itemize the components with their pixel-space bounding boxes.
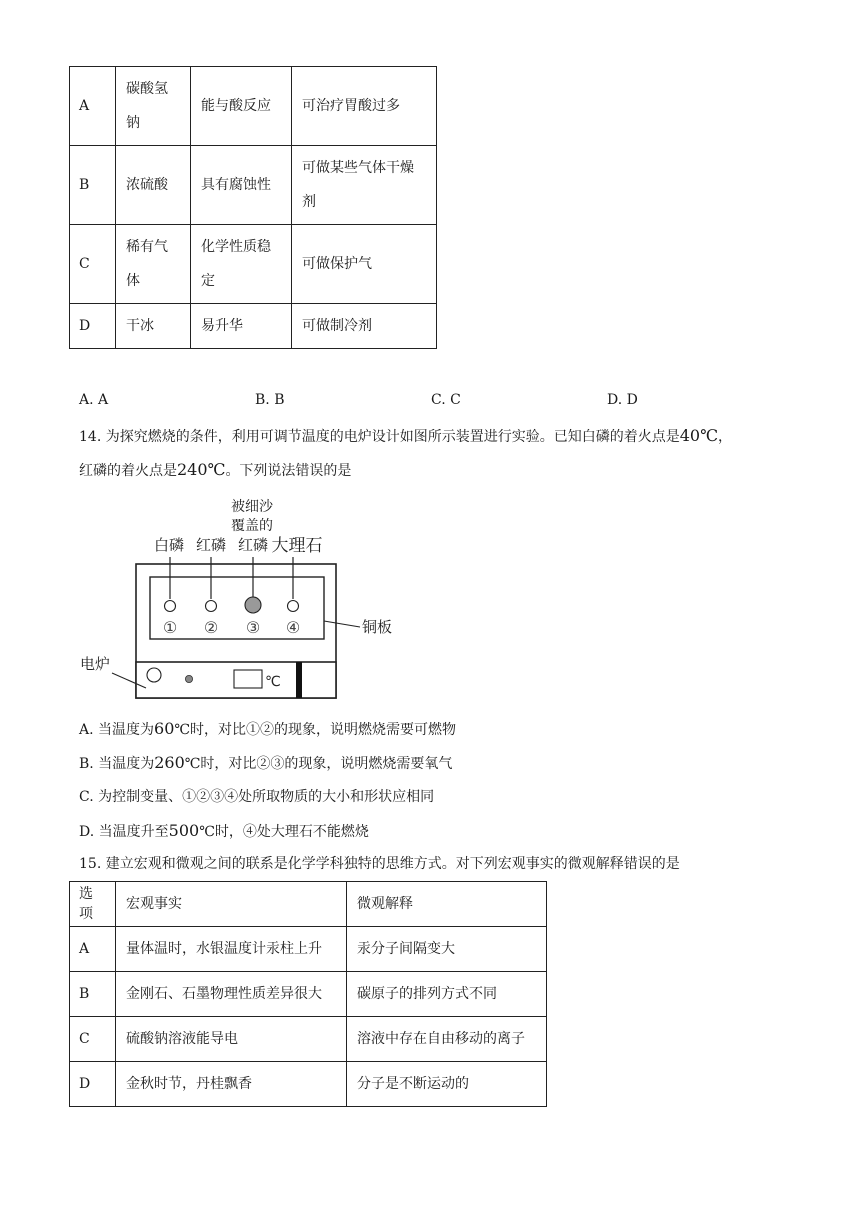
label-white-phosphorus: 白磷 (153, 536, 185, 554)
option-cell: B (70, 972, 116, 1017)
option-cell: D (70, 304, 116, 349)
sample-covered-red-phosphorus (245, 597, 261, 613)
label-red-phosphorus-1: 红磷 (195, 536, 227, 554)
q15-stem: 15. 建立宏观和微观之间的联系是化学学科独特的思维方式。对下列宏观事实的微观解释错误的是 (79, 856, 680, 872)
q13-options (79, 392, 779, 414)
q14-option-c[interactable]: C. 为控制变量、①②③④处所取物质的大小和形状应相同 (79, 789, 435, 805)
q13-option-a[interactable]: A. A (79, 392, 109, 408)
use-cell: 可做某些气体干燥 剂 (292, 146, 437, 225)
option-cell: B (70, 146, 116, 225)
macro-fact-cell: 金刚石、石墨物理性质差异很大 (116, 972, 347, 1017)
option-cell: C (70, 225, 116, 304)
label-electric-furnace: 电炉 (80, 655, 111, 673)
combustion-apparatus-figure (78, 495, 398, 705)
table-row (70, 146, 437, 225)
use-cell: 可治疗胃酸过多 (292, 67, 437, 146)
macro-fact-cell: 金秋时节，丹桂飘香 (116, 1062, 347, 1107)
q13-option-b[interactable]: B. B (255, 392, 285, 408)
temperature-unit: ℃ (265, 674, 281, 690)
property-cell: 具有腐蚀性 (191, 146, 292, 225)
option-cell: D (70, 1062, 116, 1107)
table-row (70, 225, 437, 304)
sample-red-phosphorus (206, 601, 217, 612)
header-micro-explanation: 微观解释 (347, 882, 547, 927)
micro-explanation-cell: 溶液中存在自由移动的离子 (347, 1017, 547, 1062)
q13-option-d[interactable]: D. D (607, 392, 638, 408)
q14-option-b[interactable]: B. 当温度为260℃时，对比②③的现象，说明燃烧需要氧气 (79, 753, 453, 772)
option-cell: A (70, 67, 116, 146)
property-cell: 化学性质稳 定 (191, 225, 292, 304)
table-header-row (70, 882, 547, 927)
q13-option-c[interactable]: C. C (431, 392, 461, 408)
use-cell: 可做保护气 (292, 225, 437, 304)
substance-property-table (69, 66, 437, 349)
sample-white-phosphorus (165, 601, 176, 612)
label-sand-covered-line1: 被细沙 (231, 499, 273, 515)
use-cell: 可做制冷剂 (292, 304, 437, 349)
macro-fact-cell: 硫酸钠溶液能导电 (116, 1017, 347, 1062)
sample-marble (288, 601, 299, 612)
option-cell: C (70, 1017, 116, 1062)
table-row (70, 304, 437, 349)
header-macro-fact: 宏观事实 (116, 882, 347, 927)
macro-fact-cell: 量体温时，水银温度计汞柱上升 (116, 927, 347, 972)
table-row (70, 67, 437, 146)
header-option: 选项 (70, 882, 116, 927)
furnace-indicator (185, 675, 192, 682)
marker-4: ④ (285, 618, 301, 637)
table-row (70, 972, 547, 1017)
substance-cell: 浓硫酸 (116, 146, 191, 225)
marker-3: ③ (245, 618, 261, 637)
label-copper-plate: 铜板 (362, 618, 393, 636)
substance-cell: 稀有气 体 (116, 225, 191, 304)
label-marble: 大理石 (271, 536, 323, 556)
furnace-knob (147, 668, 161, 682)
macro-micro-table (69, 881, 547, 1107)
table-row (70, 1017, 547, 1062)
micro-explanation-cell: 分子是不断运动的 (347, 1062, 547, 1107)
q14-stem-line-1: 14. 为探究燃烧的条件，利用可调节温度的电炉设计如图所示装置进行实验。已知白磷的着火点是40℃， (79, 426, 732, 445)
q14-option-a[interactable]: A. 当温度为60℃时，对比①②的现象，说明燃烧需要可燃物 (79, 719, 457, 738)
label-sand-covered-line2: 覆盖的 (231, 518, 273, 534)
marker-1: ① (162, 618, 178, 637)
marker-2: ② (203, 618, 219, 637)
micro-explanation-cell: 碳原子的排列方式不同 (347, 972, 547, 1017)
substance-cell: 碳酸氢 钠 (116, 67, 191, 146)
micro-explanation-cell: 汞分子间隔变大 (347, 927, 547, 972)
label-red-phosphorus-2: 红磷 (237, 536, 269, 554)
temperature-display (234, 670, 262, 688)
q14-stem-line-2: 红磷的着火点是240℃。下列说法错误的是 (79, 460, 352, 479)
property-cell: 易升华 (191, 304, 292, 349)
substance-cell: 干冰 (116, 304, 191, 349)
furnace-handle-bar (296, 662, 302, 698)
table-row (70, 1062, 547, 1107)
option-cell: A (70, 927, 116, 972)
q14-option-d[interactable]: D. 当温度升至500℃时，④处大理石不能燃烧 (79, 821, 369, 840)
property-cell: 能与酸反应 (191, 67, 292, 146)
table-row (70, 927, 547, 972)
